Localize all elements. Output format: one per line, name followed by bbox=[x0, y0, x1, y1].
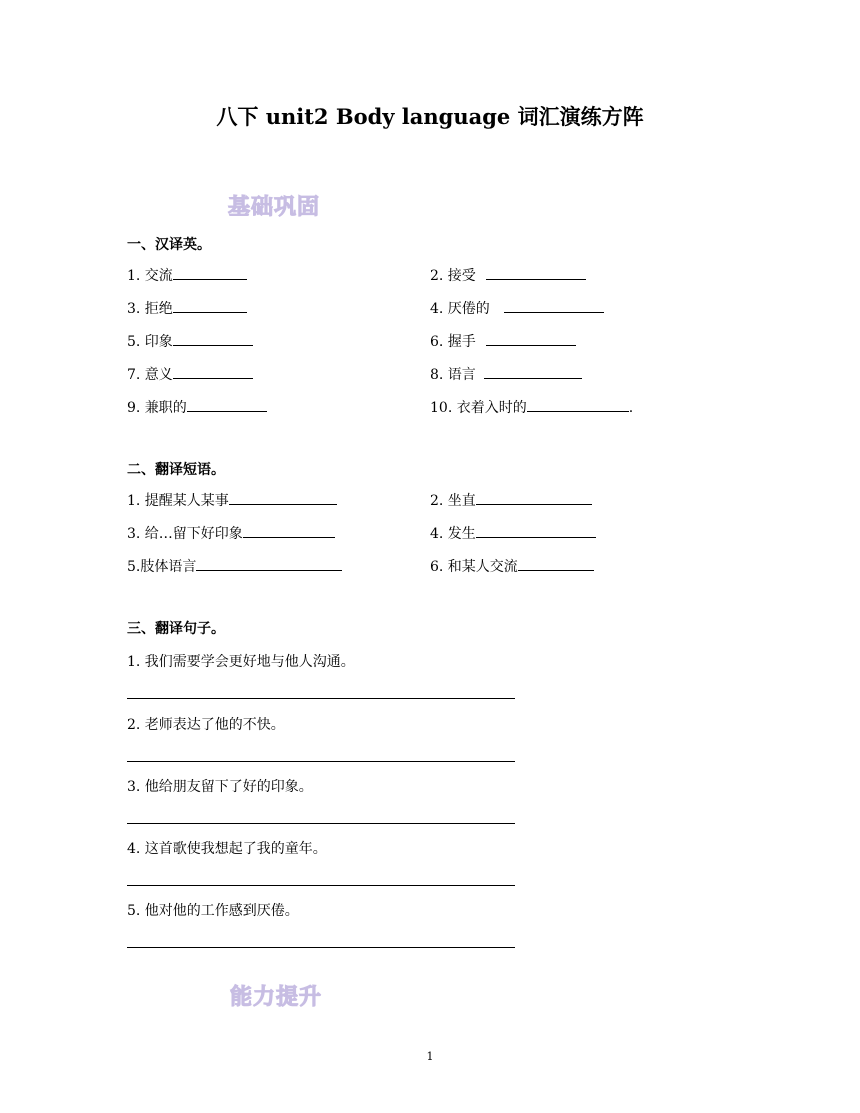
s3-item-3: 3. 他给朋友留下了好的印象。 bbox=[127, 779, 313, 795]
section1-heading: 一、汉译英。 bbox=[127, 237, 211, 253]
page-number: 1 bbox=[426, 1050, 434, 1063]
s1-item-1: 1. 交流 bbox=[127, 265, 247, 285]
s1-item-5: 5. 印象 bbox=[127, 331, 253, 351]
page-title: 八下 unit2 Body language 词汇演练方阵 bbox=[216, 104, 644, 129]
s2-item-2: 2. 坐直 bbox=[430, 490, 592, 510]
answer-line-5[interactable] bbox=[127, 947, 515, 948]
answer-line-1[interactable] bbox=[127, 698, 515, 699]
section-banner-advanced: 能力提升 bbox=[230, 985, 323, 1010]
section3-heading: 三、翻译句子。 bbox=[127, 621, 225, 637]
s2-item-1: 1. 提醒某人某事 bbox=[127, 490, 337, 510]
s1-item-8: 8. 语言 bbox=[430, 364, 582, 384]
s2-item-4: 4. 发生 bbox=[430, 523, 596, 543]
s2-item-5: 5.肢体语言 bbox=[127, 556, 342, 576]
s1-item-4: 4. 厌倦的 bbox=[430, 298, 604, 318]
s2-item-6: 6. 和某人交流 bbox=[430, 556, 594, 576]
s3-item-2: 2. 老师表达了他的不快。 bbox=[127, 717, 285, 733]
s3-item-1: 1. 我们需要学会更好地与他人沟通。 bbox=[127, 654, 355, 670]
section-banner-basic: 基础巩固 bbox=[228, 195, 321, 220]
s3-item-4: 4. 这首歌使我想起了我的童年。 bbox=[127, 841, 327, 857]
s1-item-2: 2. 接受 bbox=[430, 265, 586, 285]
s1-item-7: 7. 意义 bbox=[127, 364, 253, 384]
answer-line-3[interactable] bbox=[127, 823, 515, 824]
s1-item-9: 9. 兼职的 bbox=[127, 397, 267, 417]
answer-line-2[interactable] bbox=[127, 761, 515, 762]
s1-item-10: 10. 衣着入时的 . bbox=[430, 397, 633, 417]
s1-item-3: 3. 拒绝 bbox=[127, 298, 247, 318]
s2-item-3: 3. 给…留下好印象 bbox=[127, 523, 335, 543]
section2-heading: 二、翻译短语。 bbox=[127, 462, 225, 478]
answer-line-4[interactable] bbox=[127, 885, 515, 886]
s3-item-5: 5. 他对他的工作感到厌倦。 bbox=[127, 903, 299, 919]
s1-item-6: 6. 握手 bbox=[430, 331, 576, 351]
